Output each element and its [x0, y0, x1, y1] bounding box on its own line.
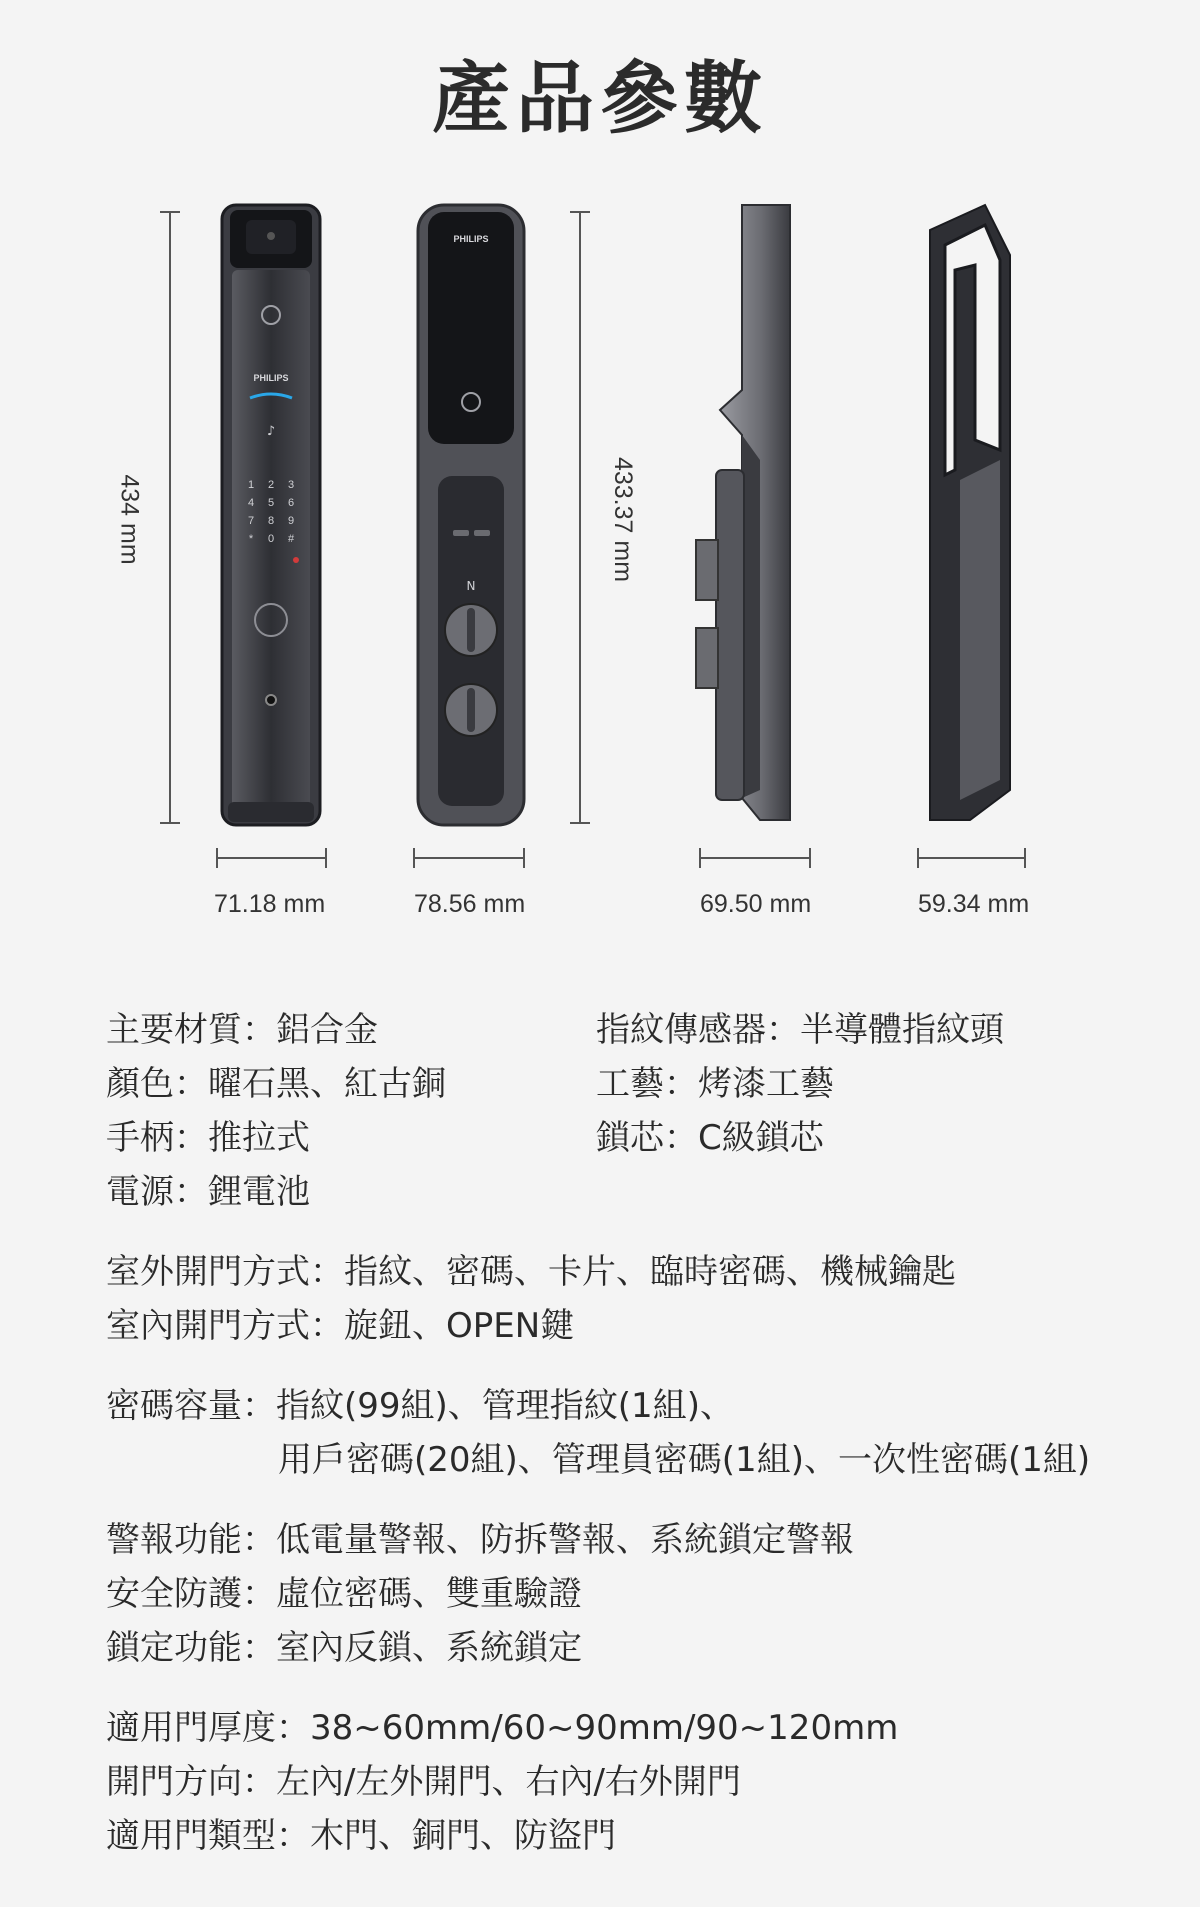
height-front-label: 434 mm	[115, 474, 144, 565]
depth-side1-label: 69.50 mm	[700, 890, 812, 918]
svg-text:8: 8	[267, 515, 275, 527]
spec-door-direction: 開門方向：左內/左外開門、右內/右外開門	[106, 1762, 741, 1802]
spec-material: 主要材質：鋁合金	[106, 1010, 378, 1050]
width-back-label: 78.56 mm	[414, 890, 526, 918]
spec-power: 電源：鋰電池	[106, 1172, 310, 1212]
back-lock-view	[418, 205, 524, 825]
spec-door-thickness: 適用門厚度：38~60mm/60~90mm/90~120mm	[106, 1708, 899, 1748]
side-lock-view-1	[696, 205, 790, 820]
spec-security: 安全防護：虛位密碼、雙重驗證	[106, 1574, 582, 1614]
front-lock-view	[222, 205, 320, 825]
svg-text:5: 5	[267, 497, 275, 509]
svg-text:1: 1	[247, 479, 255, 491]
spec-capacity: 密碼容量：指紋(99組)、管理指紋(1組)、	[106, 1386, 734, 1426]
width-dimension-lines	[217, 848, 1025, 868]
svg-text:7: 7	[247, 515, 255, 527]
svg-text:*: *	[248, 533, 254, 545]
spec-indoor-unlock: 室內開門方式：旋鈕、OPEN鍵	[106, 1306, 575, 1346]
width-front-label: 71.18 mm	[214, 890, 326, 918]
svg-text:9: 9	[287, 515, 295, 527]
height-dimension-front	[160, 212, 180, 823]
keyhole-icon	[266, 695, 276, 705]
spec-cylinder: 鎖芯：C級鎖芯	[596, 1118, 824, 1158]
height-back-label: 433.37 mm	[609, 456, 638, 583]
spec-outdoor-unlock: 室外開門方式：指紋、密碼、卡片、臨時密碼、機械鑰匙	[106, 1252, 956, 1292]
spec-capacity-cont: 用戶密碼(20組)、管理員密碼(1組)、一次性密碼(1組)	[278, 1440, 1091, 1480]
svg-text:PHILIPS: PHILIPS	[453, 234, 489, 244]
product-dimension-diagram	[0, 190, 1200, 950]
spec-alarm: 警報功能：低電量警報、防拆警報、系統鎖定警報	[106, 1520, 854, 1560]
depth-side2-label: 59.34 mm	[918, 890, 1030, 918]
svg-text:6: 6	[287, 497, 295, 509]
spec-craft: 工藝：烤漆工藝	[596, 1064, 834, 1104]
lock-illustration	[0, 190, 1200, 950]
svg-text:N: N	[466, 579, 476, 593]
spec-door-type: 適用門類型：木門、銅門、防盜門	[106, 1816, 616, 1856]
svg-text:2: 2	[267, 479, 275, 491]
svg-text:0: 0	[267, 533, 275, 545]
height-dimension-back	[570, 212, 590, 823]
svg-text:#: #	[287, 533, 295, 545]
svg-text:3: 3	[287, 479, 295, 491]
spec-sensor: 指紋傳感器：半導體指紋頭	[596, 1010, 1004, 1050]
side-lock-view-2	[930, 205, 1010, 820]
spec-handle: 手柄：推拉式	[106, 1118, 310, 1158]
brand-logo: PHILIPS	[253, 373, 289, 383]
spec-lock-function: 鎖定功能：室內反鎖、系統鎖定	[106, 1628, 582, 1668]
bell-icon: ♪	[266, 424, 276, 439]
page-title: 產品參數	[431, 54, 768, 144]
spec-color: 顏色：曜石黑、紅古銅	[106, 1064, 446, 1104]
svg-text:4: 4	[247, 497, 255, 509]
